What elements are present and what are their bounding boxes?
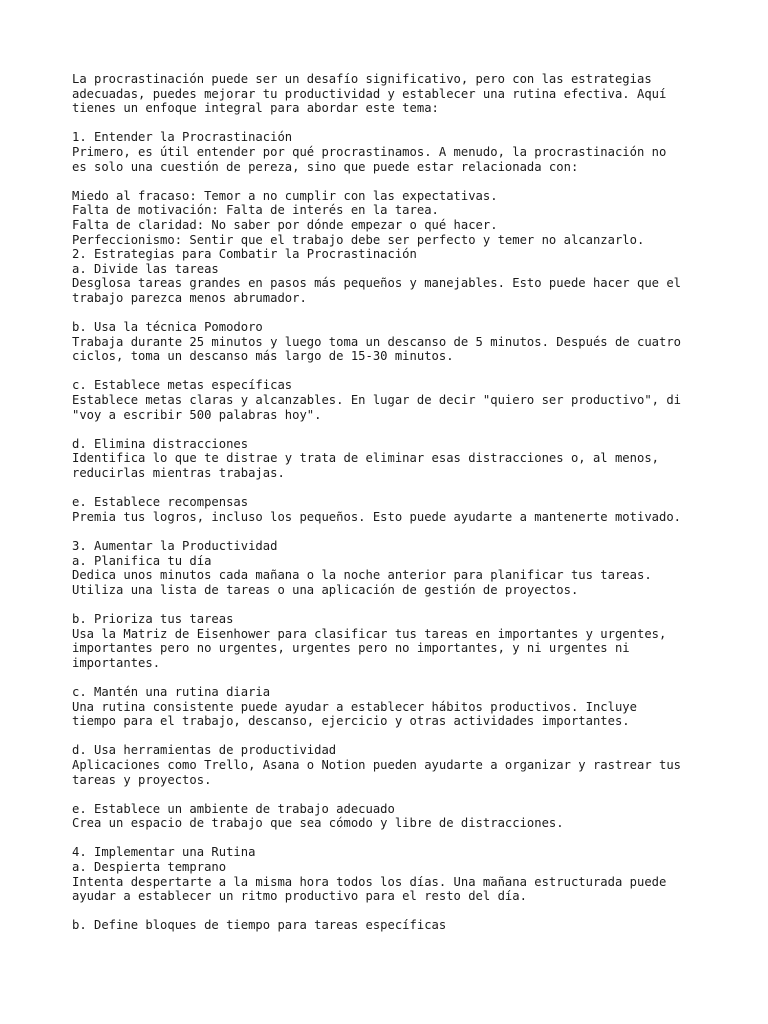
text-line: 4. Implementar una Rutina — [72, 845, 256, 860]
text-line: Identifica lo que te distrae y trata de eliminar esas distracciones o, al menos, — [72, 451, 659, 466]
text-line: ciclos, toma un descanso más largo de 15-30 minutos. — [72, 349, 454, 364]
text-line: Falta de claridad: No saber por dónde empezar o qué hacer. — [72, 217, 498, 232]
text-line: Usa la Matriz de Eisenhower para clasificar tus tareas en importantes y urgentes, — [72, 626, 667, 641]
text-line: Aplicaciones como Trello, Asana o Notion pueden ayudarte a organizar y rastrear tus — [72, 757, 682, 772]
text-line: adecuadas, puedes mejorar tu productividad y establecer una rutina efectiva. Aquí — [72, 86, 667, 101]
text-line: Falta de motivación: Falta de interés en la tarea. — [72, 203, 439, 218]
blank-line — [72, 524, 712, 539]
text-line: La procrastinación puede ser un desafío significativo, pero con las estrategias — [72, 72, 652, 86]
text-line: e. Establece un ambiente de trabajo adecuado — [72, 801, 395, 816]
text-line: Dedica unos minutos cada mañana o la noche anterior para planificar tus tareas. — [72, 568, 652, 583]
text-line: b. Usa la técnica Pomodoro — [72, 320, 263, 335]
document-body — [72, 72, 712, 933]
text-line: ayudar a establecer un ritmo productivo para el resto del día. — [72, 889, 527, 904]
text-line: 1. Entender la Procrastinación — [72, 130, 293, 145]
text-line: a. Divide las tareas — [72, 261, 219, 276]
blank-line — [72, 597, 712, 612]
text-line: Perfeccionismo: Sentir que el trabajo debe ser perfecto y temer no alcanzarlo. — [72, 232, 645, 247]
text-line: Crea un espacio de trabajo que sea cómodo y libre de distracciones. — [72, 816, 564, 831]
text-line: a. Planifica tu día — [72, 553, 212, 568]
blank-line — [72, 116, 712, 131]
text-line: es solo una cuestión de pereza, sino que puede estar relacionada con: — [72, 159, 579, 174]
text-line: tienes un enfoque integral para abordar este tema: — [72, 101, 439, 116]
text-line: Utiliza una lista de tareas o una aplicación de gestión de proyectos. — [72, 582, 579, 597]
text-line: tiempo para el trabajo, descanso, ejercicio y otras actividades importantes. — [72, 714, 630, 729]
text-line: reducirlas mientras trabajas. — [72, 466, 285, 481]
text-line: Miedo al fracaso: Temor a no cumplir con las expectativas. — [72, 188, 498, 203]
blank-line — [72, 364, 712, 379]
blank-line — [72, 422, 712, 437]
text-line: Una rutina consistente puede ayudar a establecer hábitos productivos. Incluye — [72, 699, 637, 714]
text-line: trabajo parezca menos abrumador. — [72, 290, 307, 305]
blank-line — [72, 306, 712, 321]
blank-line — [72, 729, 712, 744]
text-line: tareas y proyectos. — [72, 772, 212, 787]
text-line: Premia tus logros, incluso los pequeños. Esto puede ayudarte a mantenerte motivado. — [72, 509, 682, 524]
text-line: e. Establece recompensas — [72, 495, 249, 510]
text-line: c. Mantén una rutina diaria — [72, 684, 271, 699]
blank-line — [72, 670, 712, 685]
text-line: Trabaja durante 25 minutos y luego toma un descanso de 5 minutos. Después de cuatro — [72, 334, 682, 349]
text-line: a. Despierta temprano — [72, 860, 227, 875]
blank-line — [72, 787, 712, 802]
text-line: d. Usa herramientas de productividad — [72, 743, 337, 758]
blank-line — [72, 174, 712, 189]
text-line: Primero, es útil entender por qué procrastinamos. A menudo, la procrastinación no — [72, 144, 667, 159]
text-line: "voy a escribir 500 palabras hoy". — [72, 407, 322, 422]
text-line: importantes pero no urgentes, urgentes pero no importantes, y ni urgentes ni — [72, 641, 630, 656]
blank-line — [72, 831, 712, 846]
text-line: 3. Aumentar la Productividad — [72, 539, 278, 553]
text-line: Establece metas claras y alcanzables. En lugar de decir "quiero ser productivo", di — [72, 393, 682, 408]
blank-line — [72, 904, 712, 919]
text-line: d. Elimina distracciones — [72, 436, 249, 451]
text-line: b. Define bloques de tiempo para tareas específicas — [72, 918, 447, 933]
text-line: Desglosa tareas grandes en pasos más pequeños y manejables. Esto puede hacer que el — [72, 276, 682, 291]
text-line: c. Establece metas específicas — [72, 378, 293, 393]
text-line: 2. Estrategias para Combatir la Procrastinación — [72, 247, 417, 262]
text-line: importantes. — [72, 655, 161, 670]
blank-line — [72, 481, 712, 496]
text-line: b. Prioriza tus tareas — [72, 611, 234, 626]
text-line: Intenta despertarte a la misma hora todos los días. Una mañana estructurada puede — [72, 874, 667, 889]
